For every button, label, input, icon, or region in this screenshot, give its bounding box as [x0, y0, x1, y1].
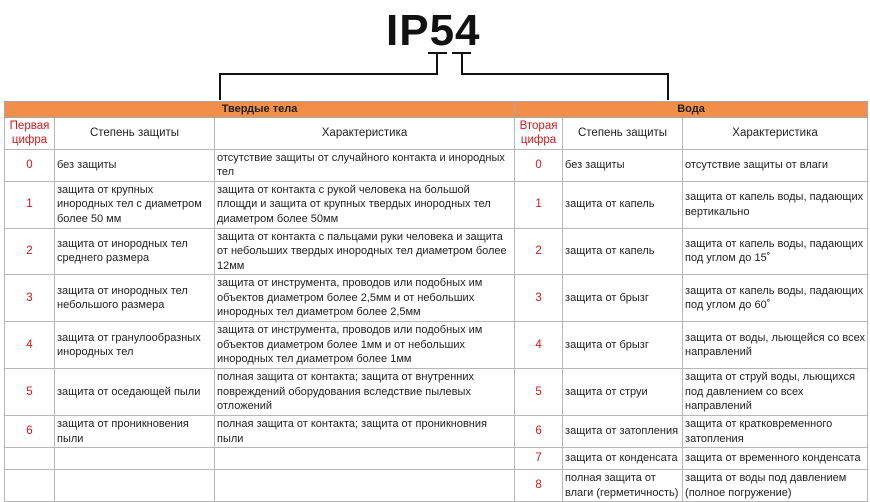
water-characteristic: защита от кратковременного затопления — [683, 416, 868, 448]
header-degree-solid: Степень защиты — [55, 117, 215, 149]
solid-characteristic: полная защита от контакта; защита от внутренних повреждений оборудования вследствие пылевых отложений — [215, 369, 515, 416]
water-characteristic: защита от капель воды, падающих под углом до 15˚ — [683, 228, 868, 275]
solid-digit: 2 — [5, 228, 55, 275]
table-row — [5, 416, 868, 448]
solid-degree — [55, 448, 215, 470]
solid-digit — [5, 448, 55, 470]
solid-digit: 4 — [5, 322, 55, 369]
solid-characteristic — [215, 448, 515, 470]
table-row — [5, 369, 868, 416]
section-water: Вода — [515, 102, 868, 118]
table-row — [5, 275, 868, 322]
table-row — [5, 448, 868, 470]
solid-characteristic: защита от контакта с пальцами руки человека и защита от небольших твердых инородных тел диаметром более 12мм — [215, 228, 515, 275]
water-characteristic: защита от воды, льющейся со всех направлений — [683, 322, 868, 369]
solid-characteristic: отсутствие защиты от случайного контакта и инородных тел — [215, 149, 515, 181]
water-degree: полная защита от влаги (герметичность) — [563, 470, 683, 502]
header-characteristic-solid: Характеристика — [215, 117, 515, 149]
water-characteristic: защита от капель воды, падающих под углом до 60˚ — [683, 275, 868, 322]
solid-degree: защита от инородных тел среднего размера — [55, 228, 215, 275]
header-first-digit: Первая цифра — [5, 117, 55, 149]
header-second-digit: Вторая цифра — [515, 117, 563, 149]
water-digit: 3 — [515, 275, 563, 322]
solid-degree: защита от инородных тел небольшого размера — [55, 275, 215, 322]
solid-digit — [5, 470, 55, 502]
water-digit: 1 — [515, 181, 563, 228]
solid-characteristic: защита от контакта с рукой человека на большой площди и защита от крупных твердых инородных тел диаметром более 50мм — [215, 181, 515, 228]
solid-degree — [55, 470, 215, 502]
water-characteristic: защита от струй воды, льющихся под давлением со всех направлений — [683, 369, 868, 416]
water-degree: защита от капель — [563, 181, 683, 228]
table-row — [5, 470, 868, 502]
solid-digit: 6 — [5, 416, 55, 448]
solid-degree: защита от оседающей пыли — [55, 369, 215, 416]
table-row — [5, 149, 868, 181]
water-degree: без защиты — [563, 149, 683, 181]
water-digit: 6 — [515, 416, 563, 448]
water-digit: 5 — [515, 369, 563, 416]
solid-digit: 3 — [5, 275, 55, 322]
section-solid: Твердые тела — [5, 102, 515, 118]
solid-degree: защита от крупных инородных тел с диаметром более 50 мм — [55, 181, 215, 228]
header-characteristic-water: Характеристика — [683, 117, 868, 149]
water-degree: защита от затопления — [563, 416, 683, 448]
water-characteristic: защита от воды под давлением (полное погружение) — [683, 470, 868, 502]
solid-degree: без защиты — [55, 149, 215, 181]
solid-characteristic — [215, 470, 515, 502]
water-degree: защита от брызг — [563, 322, 683, 369]
ip-rating-table — [4, 101, 868, 502]
table-row — [5, 228, 868, 275]
water-degree: защита от конденсата — [563, 448, 683, 470]
bracket-connector — [0, 0, 870, 110]
water-digit: 0 — [515, 149, 563, 181]
solid-degree: защита от проникновения пыли — [55, 416, 215, 448]
water-characteristic: защита от временного конденсата — [683, 448, 868, 470]
solid-digit: 5 — [5, 369, 55, 416]
water-degree: защита от струи — [563, 369, 683, 416]
solid-characteristic: полная защита от контакта; защита от проникновния пыли — [215, 416, 515, 448]
table-row — [5, 322, 868, 369]
water-degree: защита от брызг — [563, 275, 683, 322]
solid-degree: защита от гранулообразных инородных тел — [55, 322, 215, 369]
solid-digit: 1 — [5, 181, 55, 228]
water-digit: 8 — [515, 470, 563, 502]
column-header-row — [5, 117, 868, 149]
solid-characteristic: защита от инструмента, проводов или подобных им объектов диаметром более 1мм и от небольших инородных тел диаметром более 1мм — [215, 322, 515, 369]
table-row — [5, 181, 868, 228]
water-digit: 2 — [515, 228, 563, 275]
water-characteristic: отсутствие защиты от влаги — [683, 149, 868, 181]
bracket-solid — [220, 54, 437, 100]
water-degree: защита от капель — [563, 228, 683, 275]
bracket-water — [462, 54, 668, 100]
page-title: IP54 — [386, 6, 481, 55]
header-degree-water: Степень защиты — [563, 117, 683, 149]
solid-digit: 0 — [5, 149, 55, 181]
water-characteristic: защита от капель воды, падающих вертикально — [683, 181, 868, 228]
water-digit: 7 — [515, 448, 563, 470]
section-header-row — [5, 102, 868, 118]
water-digit: 4 — [515, 322, 563, 369]
solid-characteristic: защита от инструмента, проводов или подобных им объектов диаметром более 2,5мм и от небольших инородных тел диаметром более 2,5мм — [215, 275, 515, 322]
